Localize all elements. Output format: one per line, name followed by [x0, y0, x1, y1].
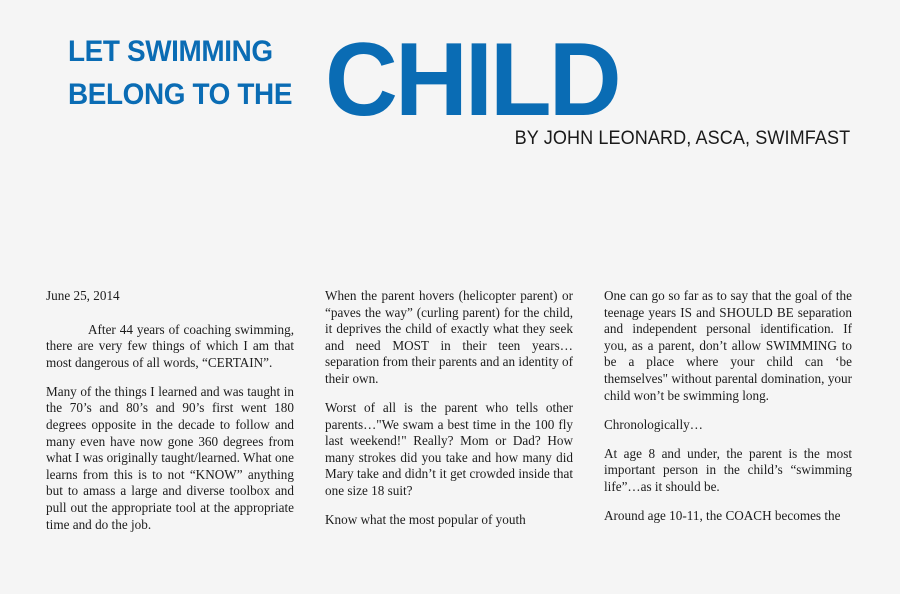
headline-lead-lines — [68, 30, 292, 118]
byline: BY JOHN LEONARD, ASCA, SWIMFAST — [514, 128, 850, 149]
dateline: June 25, 2014 — [46, 288, 120, 303]
article-column-1 — [46, 288, 294, 538]
article-column-2 — [325, 288, 573, 538]
masthead — [0, 0, 900, 160]
headline-line-2: BELONG TO THE — [68, 78, 293, 111]
headline — [68, 22, 628, 138]
paragraph: Worst of all is the parent who tells other parents…"We swam a best time in the 100 fly last weekend!" Really? Mom or Dad? How many strokes did you take and how many did Mary take and didn’t it get crowded inside that one size 18 suit? — [325, 400, 573, 499]
paragraph-continued: Around age 10-11, the COACH becomes the — [604, 508, 841, 524]
paragraph-continued: Know what the most popular of youth — [325, 512, 526, 528]
paragraph: One can go so far as to say that the goal of the teenage years IS and SHOULD BE separation and independent personal identification. If you, as a parent, don’t allow SWIMMING to be a place where your child can ‘be themselves" without parental domination, your child won’t be swimming long. — [604, 288, 852, 403]
paragraph: When the parent hovers (helicopter parent) or “paves the way” (curling parent) for the child, it deprives the child of exactly what they seek and need MOST in their teen years…separation from their parents and an identity of their own. — [325, 288, 573, 386]
article-columns — [46, 288, 852, 538]
paragraph: At age 8 and under, the parent is the most important person in the child’s “swimming life”…as it should be. — [604, 445, 852, 494]
paragraph: Many of the things I learned and was taught in the 70’s and 80’s and 90’s first went 180 degrees opposite in the decade to follow and many even have now gone 360 degrees from what I was originally taught/learned. What one learns from this is to not “KNOW” anything but to amass a large and diverse toolbox and pull out the appropriate tool at the appropriate time and do the job. — [46, 383, 294, 532]
headline-emphasis-child: CHILD — [324, 22, 619, 138]
paragraph: Chronologically… — [604, 416, 703, 432]
headline-line-1: LET SWIMMING — [68, 35, 273, 68]
paragraph: After 44 years of coaching swimming, there are very few things of which I am that most dangerous of all words, “CERTAIN”. — [46, 321, 294, 370]
article-column-3 — [604, 288, 852, 538]
